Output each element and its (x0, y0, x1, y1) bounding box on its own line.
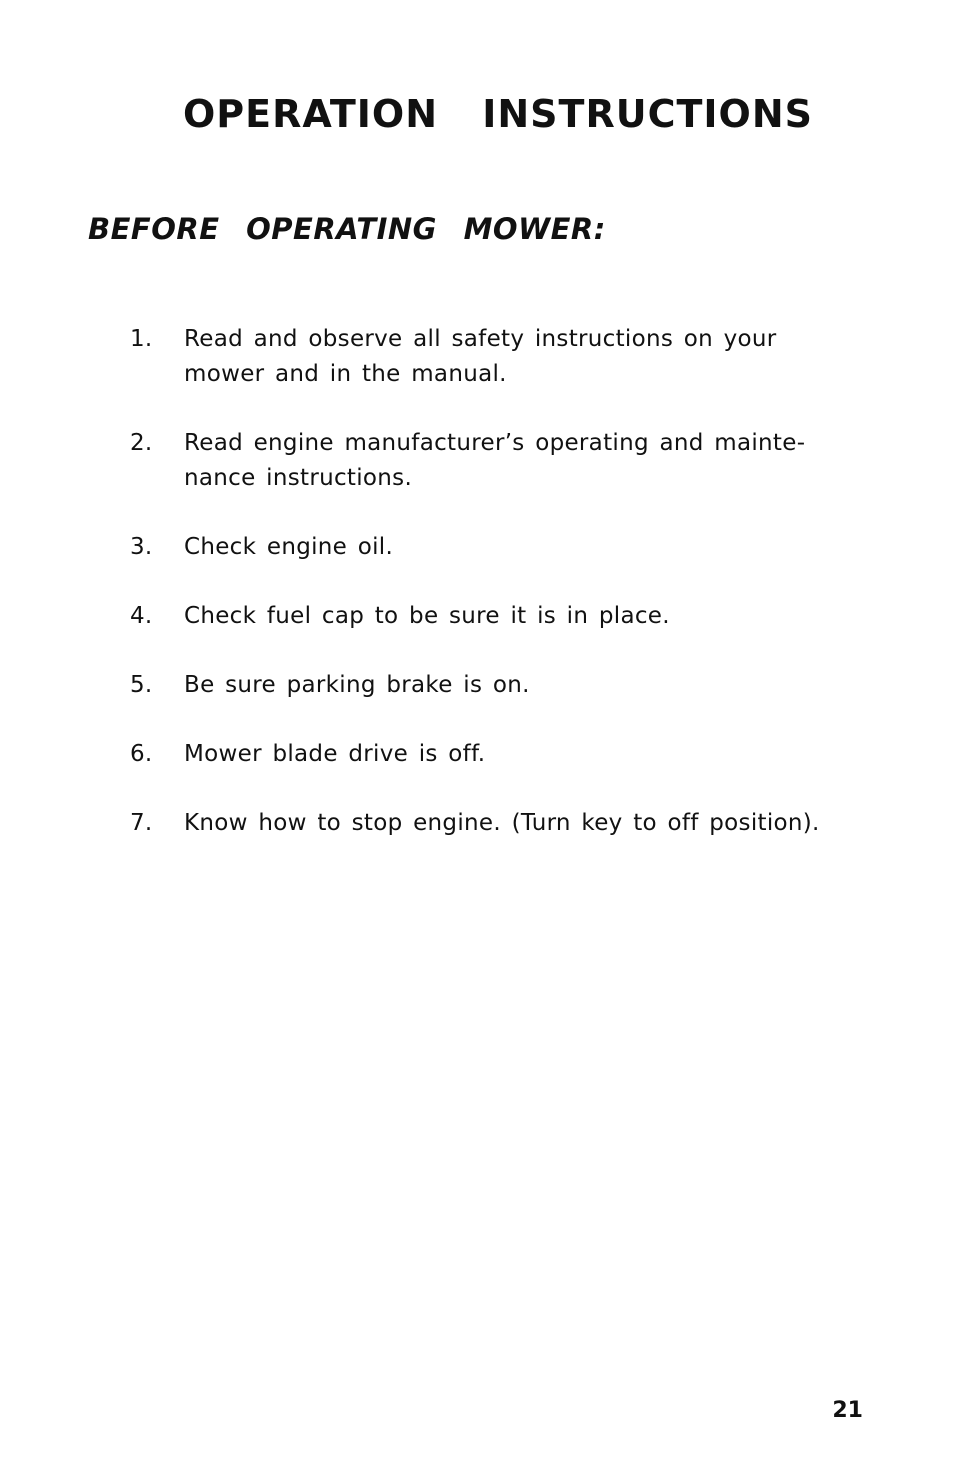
step-number: 1. (130, 326, 153, 352)
step-number: 2. (130, 430, 153, 456)
step-text: Mower blade drive is off. (184, 741, 486, 767)
step-text: Know how to stop engine. (Turn key to off position). (184, 810, 820, 836)
step-number: 6. (130, 741, 153, 767)
instruction-list (130, 322, 890, 875)
step-number: 3. (130, 534, 153, 560)
step-text: Read and observe all safety instructions on your mower and in the manual. (184, 326, 777, 387)
section-heading: BEFORE OPERATING MOWER: (88, 212, 606, 246)
step-text: Read engine manufacturer’s operating and mainte- nance instructions. (184, 430, 806, 491)
list-item (130, 668, 890, 703)
step-text: Check engine oil. (184, 534, 394, 560)
page-number: 21 (832, 1398, 863, 1423)
step-number: 5. (130, 672, 153, 698)
list-item (130, 530, 890, 565)
step-number: 4. (130, 603, 153, 629)
list-item (130, 426, 890, 496)
list-item (130, 322, 890, 392)
step-text: Be sure parking brake is on. (184, 672, 530, 698)
step-number: 7. (130, 810, 153, 836)
list-item (130, 737, 890, 772)
list-item (130, 599, 890, 634)
page-title: OPERATION INSTRUCTIONS (183, 92, 813, 136)
list-item (130, 806, 890, 841)
step-text: Check fuel cap to be sure it is in place. (184, 603, 670, 629)
